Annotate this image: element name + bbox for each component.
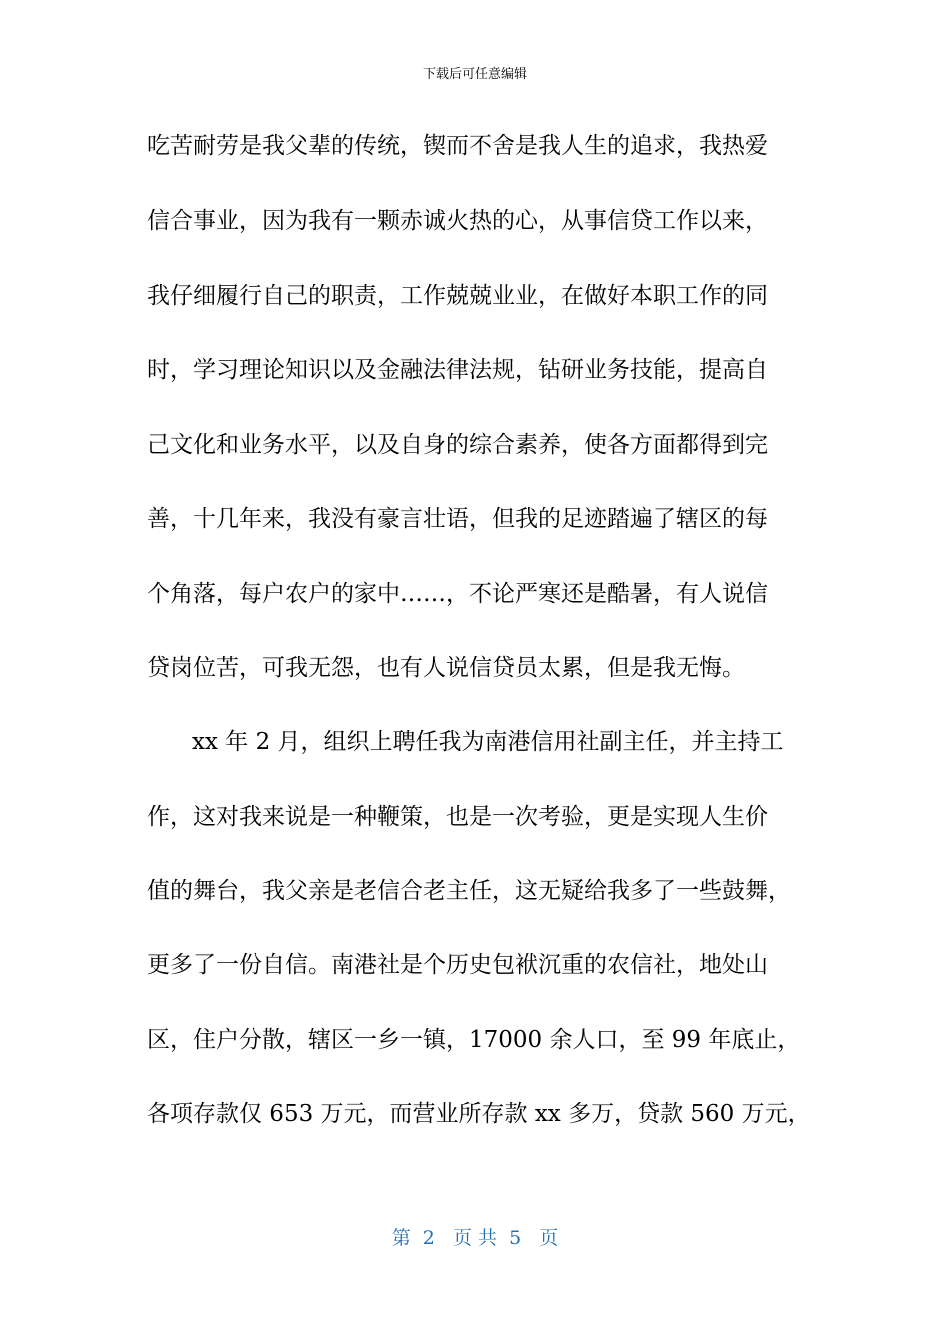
page-header: 下载后可任意编辑 xyxy=(422,67,527,82)
body-line: 区，住户分散，辖区一乡一镇，17000 余人口，至 99 年底止， xyxy=(147,1027,801,1053)
page-number-footer: 第 2 页 共 5 页 xyxy=(391,1227,559,1249)
body-line: 个角落，每户农户的家中……，不论严寒还是酷暑，有人说信 xyxy=(147,581,768,607)
body-line: 值的舞台，我父亲是老信合老主任，这无疑给我多了一些鼓舞， xyxy=(147,878,791,904)
body-line: 吃苦耐劳是我父辈的传统，锲而不舍是我人生的追求，我热爱 xyxy=(147,133,768,159)
body-line: 我仔细履行自己的职责，工作兢兢业业，在做好本职工作的同 xyxy=(147,283,768,309)
body-line: 时，学习理论知识以及金融法律法规，钻研业务技能，提高自 xyxy=(147,357,768,383)
body-line: 各项存款仅 653 万元，而营业所存款 xx 多万，贷款 560 万元， xyxy=(147,1101,811,1127)
body-line: 更多了一份自信。南港社是个历史包袱沉重的农信社，地处山 xyxy=(147,952,768,978)
body-line: 作，这对我来说是一种鞭策，也是一次考验，更是实现人生价 xyxy=(147,804,768,830)
body-line: 己文化和业务水平，以及自身的综合素养，使各方面都得到完 xyxy=(147,432,768,458)
body-line: 信合事业，因为我有一颗赤诚火热的心，从事信贷工作以来， xyxy=(147,208,768,234)
paragraph-first-line: xx 年 2 月，组织上聘任我为南港信用社副主任，并主持工 xyxy=(192,729,784,755)
body-line: 善，十几年来，我没有豪言壮语，但我的足迹踏遍了辖区的每 xyxy=(147,506,768,532)
body-line: 贷岗位苦，可我无怨，也有人说信贷员太累，但是我无悔。 xyxy=(147,655,745,681)
